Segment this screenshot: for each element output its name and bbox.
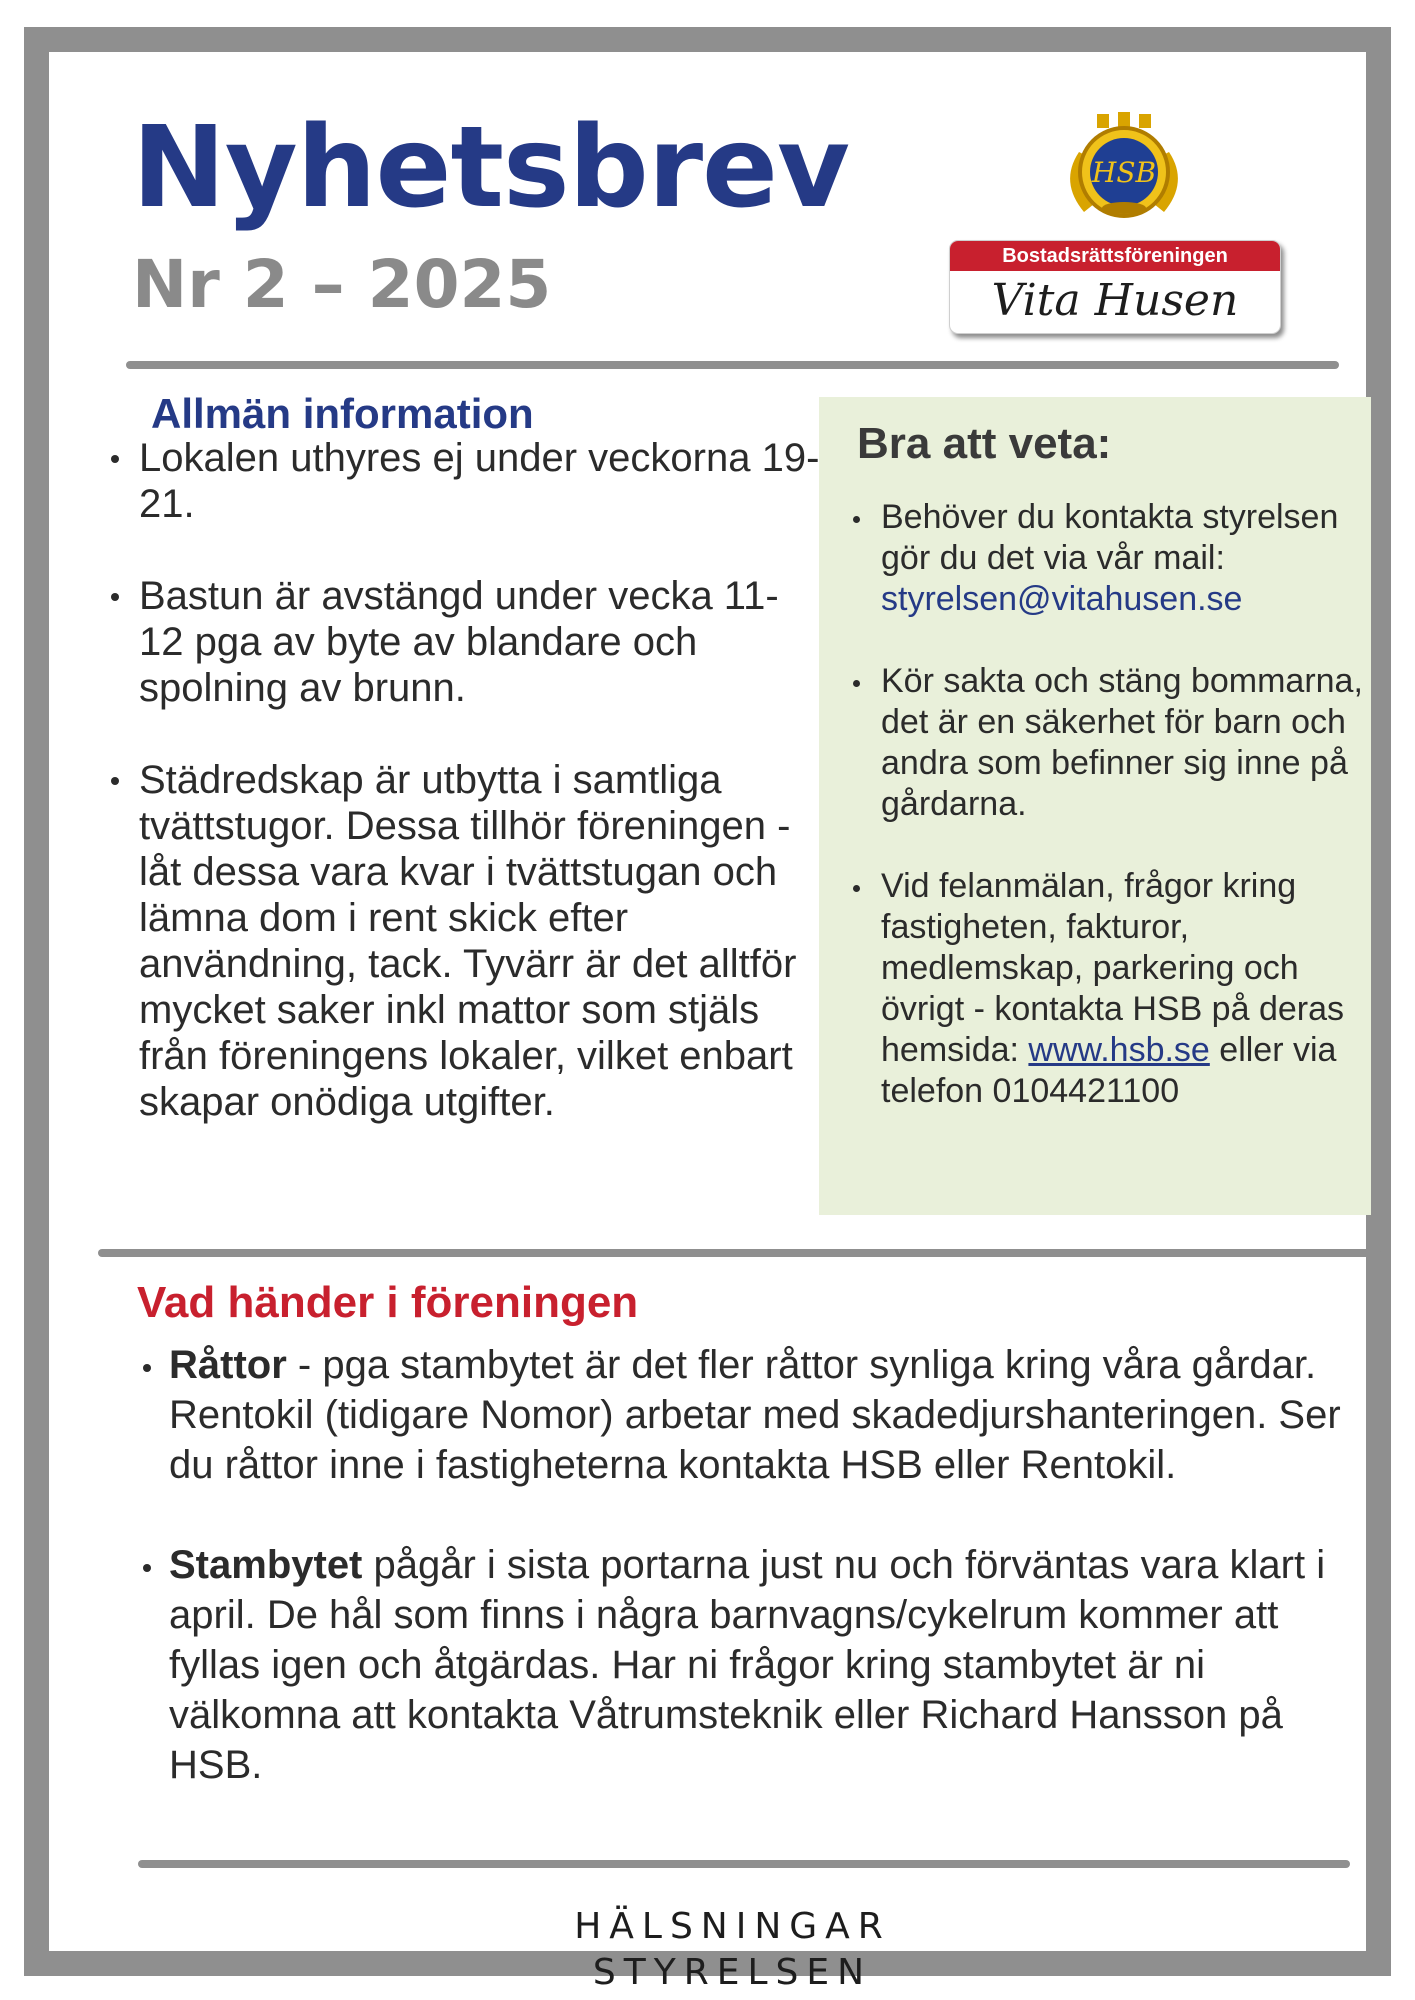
divider [98, 1249, 1381, 1257]
logo-banner-text: Bostadsrättsföreningen [950, 241, 1280, 271]
list-item [843, 866, 1363, 1112]
contact-board-text: Behöver du kontakta styrelsen gör du det via vår mail: [881, 498, 1339, 577]
issue-number: Nr 2 – 2025 [132, 246, 552, 323]
general-info-list [91, 435, 821, 1171]
board-email-link[interactable]: styrelsen@vitahusen.se [881, 580, 1243, 618]
divider [126, 361, 1339, 369]
event-title: Råttor [169, 1343, 287, 1387]
signature [49, 1904, 1415, 1996]
page-frame [24, 27, 1391, 1993]
association-logo [949, 112, 1329, 372]
logo-plate [949, 240, 1281, 334]
list-item [137, 1340, 1357, 1490]
hsb-website-link[interactable]: www.hsb.se [1028, 1031, 1210, 1069]
list-item [137, 1540, 1357, 1790]
event-text: - pga stambytet är det fler råttor synliga kring våra gårdar. Rentokil (tidigare Nomor) arbetar med skadedjurshanteringen. Ser du råttor inne i fastigheterna kontakta HSB eller Rentokil. [169, 1343, 1341, 1487]
event-text: pågår i sista portarna just nu och förväntas vara klart i april. De hål som finns i några barnvagns/cykelrum kommer att fyllas igen och åtgärdas. Har ni frågor kring stambytet är ni välkomna att kontakta Våtrumsteknik eller Richard Hansson på HSB. [169, 1543, 1326, 1787]
drive-slow-text: Kör sakta och stäng bommarna, det är en säkerhet för barn och andra som befinner sig inne på gårdarna. [881, 662, 1363, 823]
newsletter-title: Nyhetsbrev [132, 103, 850, 233]
hsb-seal-icon [1049, 112, 1199, 232]
list-item: Lokalen uthyres ej under veckorna 19-21. [91, 435, 821, 527]
events-list [137, 1340, 1357, 1840]
signature-line: STYRELSEN [592, 1952, 873, 1993]
good-to-know-heading: Bra att veta: [857, 419, 1112, 468]
list-item: Städredskap är utbytta i samtliga tvättstugor. Dessa tillhör föreningen - låt dessa vara kvar i tvättstugan och lämna dom i rent skick efter användning, tack. Tyvärr är det alltför mycket saker inkl mattor som stjäls från föreningens lokaler, vilket enbart skapar onödiga utgifter. [91, 757, 821, 1125]
hsb-phone-text: eller via telefon 0104421100 [881, 1031, 1337, 1110]
list-item [843, 661, 1363, 825]
event-title: Stambytet [169, 1543, 363, 1587]
events-heading: Vad händer i föreningen [137, 1278, 639, 1327]
good-to-know-box [819, 397, 1371, 1215]
greeting-line: HÄLSNINGAR [574, 1906, 891, 1947]
logo-script-text: Vita Husen [991, 275, 1239, 326]
general-info-heading: Allmän information [151, 390, 534, 437]
hsb-contact-text: Vid felanmälan, frågor kring fastigheten, fakturor, medlemskap, parkering och övrigt - kontakta HSB på deras hemsida: [881, 867, 1345, 1069]
good-to-know-list [843, 497, 1363, 1153]
seal-text: HSB [1091, 156, 1157, 189]
list-item [843, 497, 1363, 620]
list-item: Bastun är avstängd under vecka 11-12 pga av byte av blandare och spolning av brunn. [91, 573, 821, 711]
divider [138, 1860, 1350, 1868]
